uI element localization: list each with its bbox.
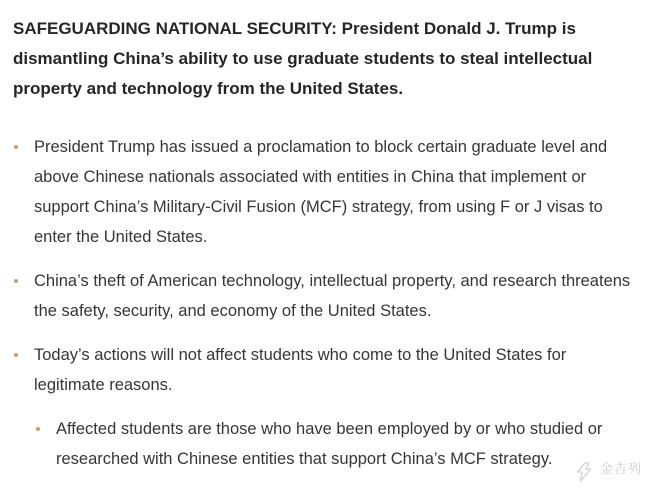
bullet-item-1 (0, 132, 654, 252)
watermark-subtext: · · · · · · · · (599, 475, 639, 482)
bullet-dot-icon (14, 279, 18, 283)
bullet-item-2 (0, 266, 654, 326)
bullet-dot-icon (14, 353, 18, 357)
sub-bullet-item-1 (0, 414, 654, 477)
bullet-dot-icon (14, 145, 18, 149)
headline: SAFEGUARDING NATIONAL SECURITY: President Donald J. Trump is dismantling China’s ability to use graduate students to steal intellectual property and technology from the United States. (13, 19, 593, 98)
watermark-text: 金吉列 (599, 461, 642, 477)
bullet-text: China’s theft of American technology, intellectual property, and research threatens the safety, security, and economy of the United States. (34, 272, 631, 320)
bullet-text: President Trump has issued a proclamation to block certain graduate level and above Chinese nationals associated with entities in China that implement or support China’s Military-Civil Fusion (MCF) strategy, from using F or J visas to enter the United States. (34, 138, 608, 246)
bullet-list (0, 132, 654, 488)
bullet-item-3 (0, 340, 654, 400)
bullet-text: Today’s actions will not affect students who come to the United States for legitimate reasons. (34, 346, 567, 394)
bullet-dot-icon (36, 427, 40, 431)
bullet-text: Affected students are those who have been employed by or who studied or researched with Chinese entities that support China’s MCF strategy. (56, 420, 603, 468)
watermark (574, 461, 642, 483)
jinjilie-logo-icon (574, 461, 596, 483)
